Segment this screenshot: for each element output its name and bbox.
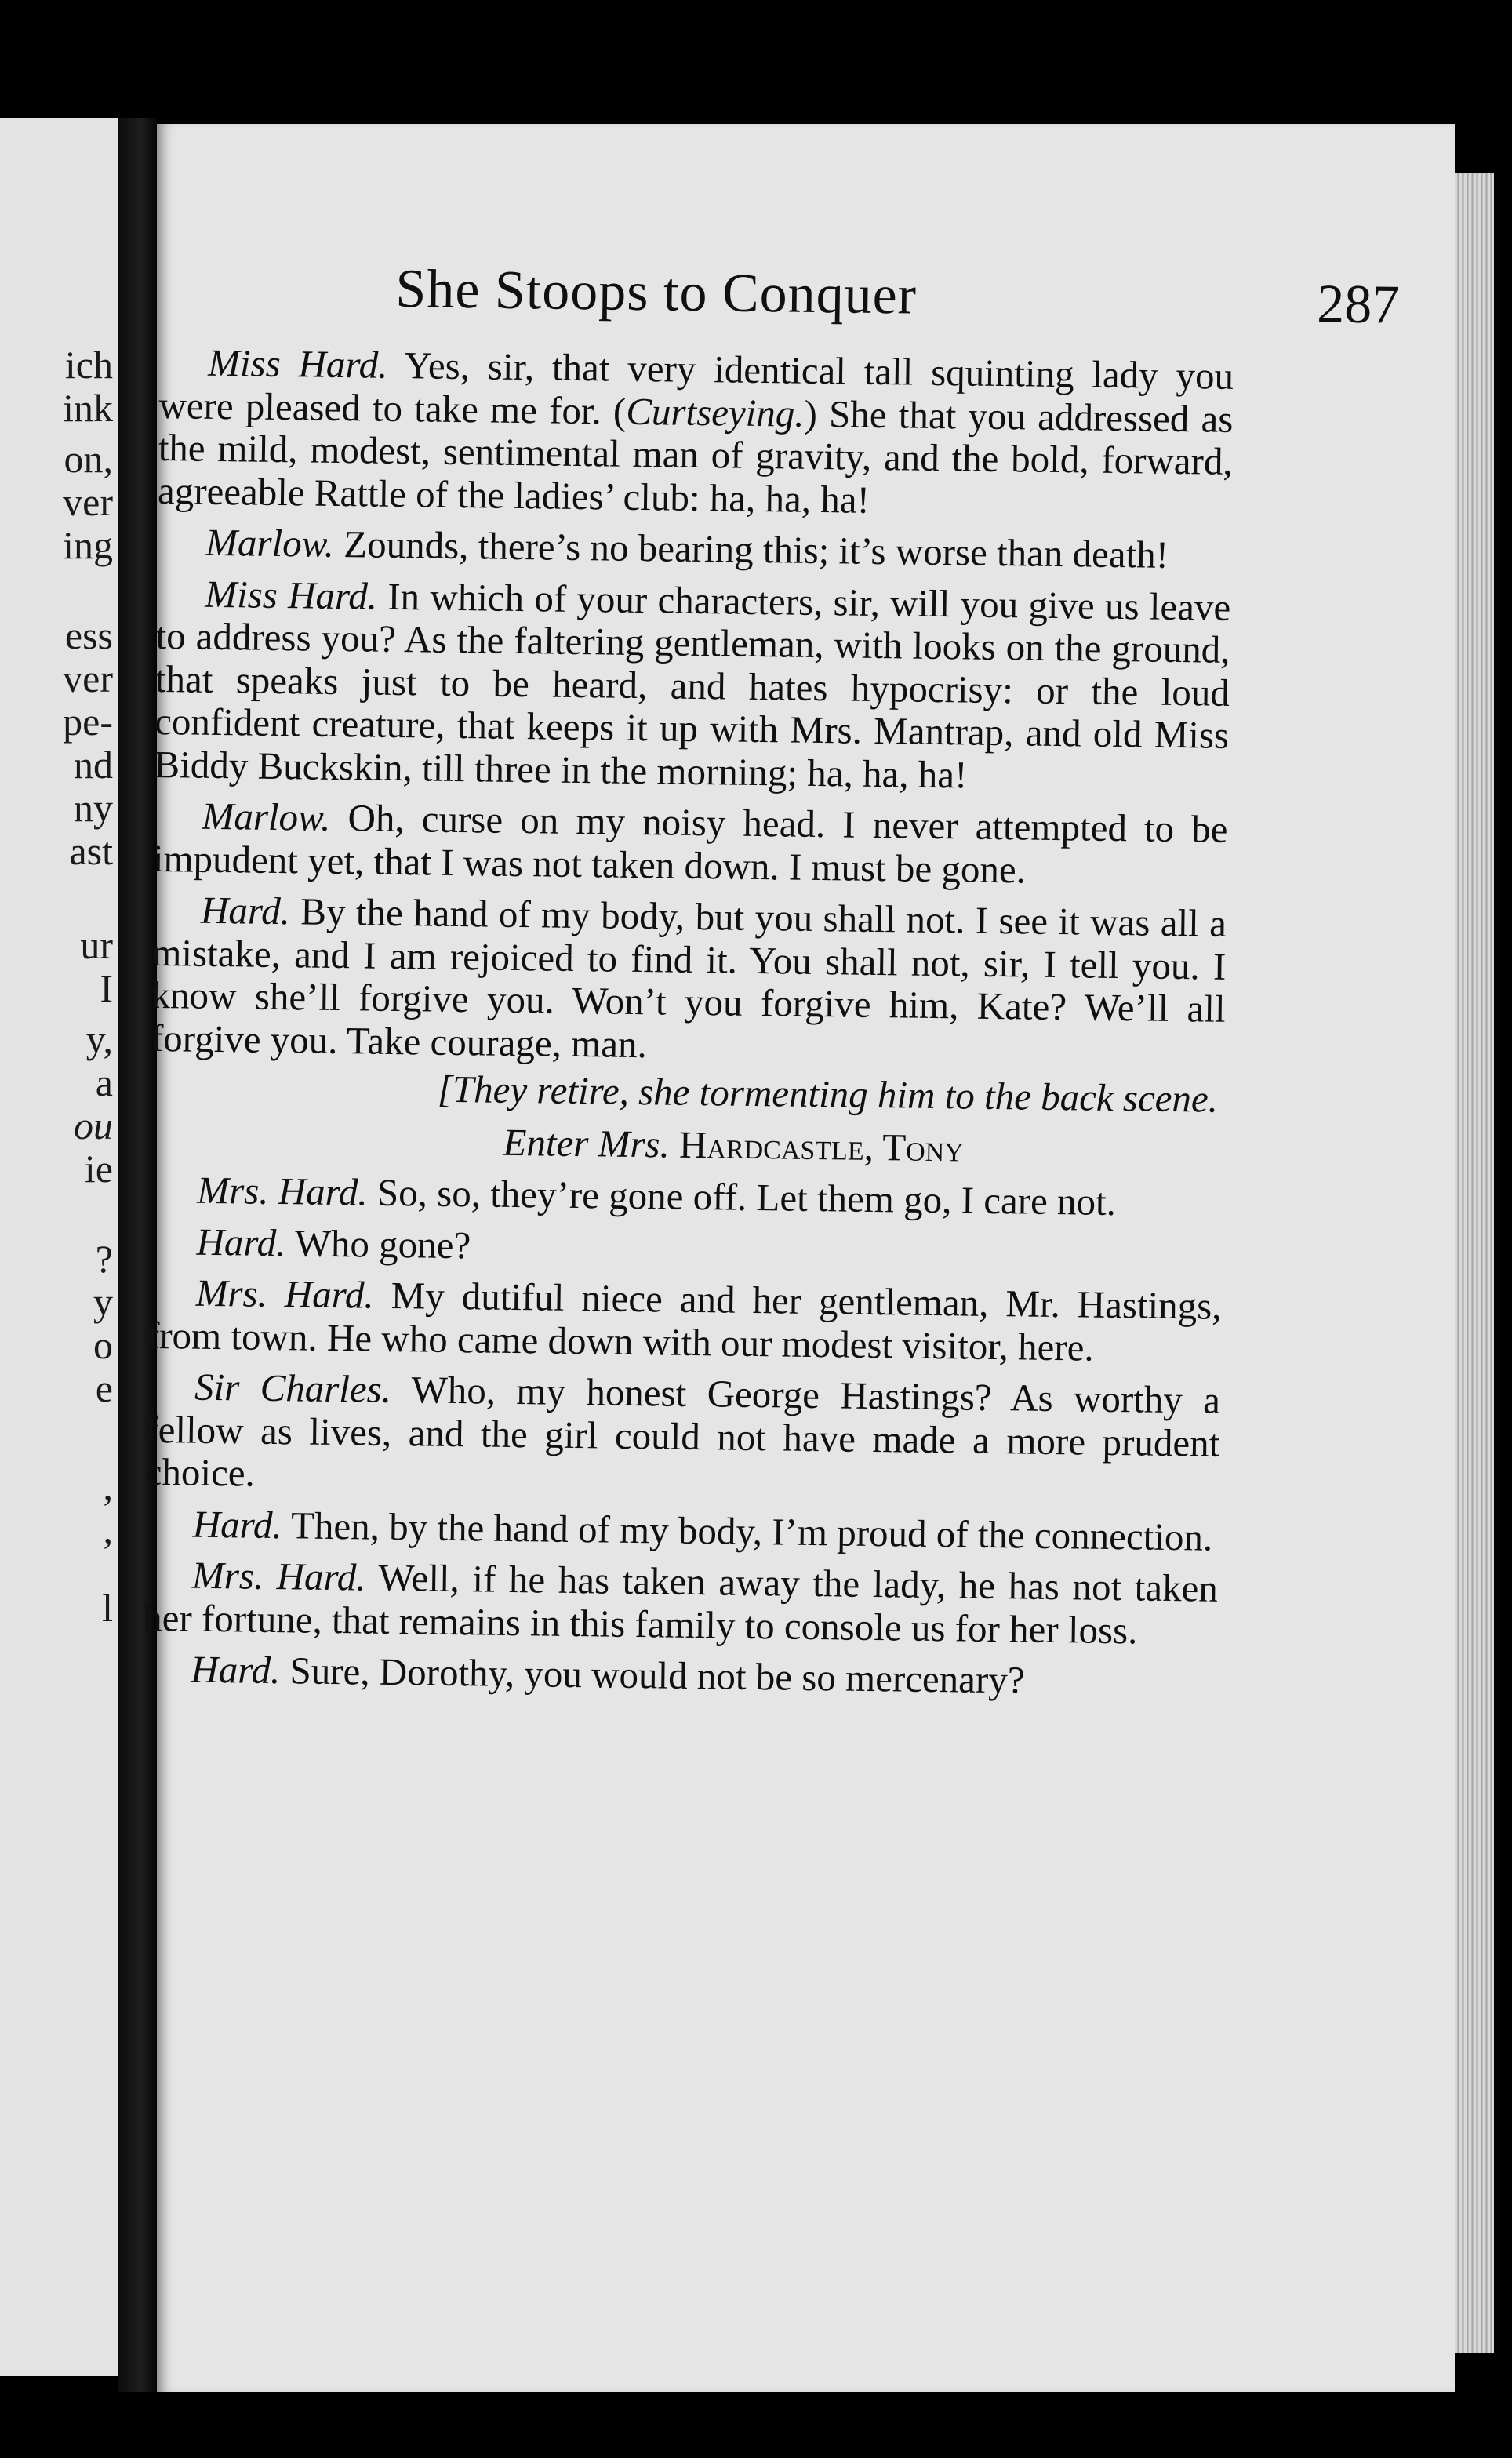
facing-page-fragment: on, <box>64 437 113 481</box>
speech-text: ) She that you addressed as the mild, modest, sentimental man of gravity, and the bold, forward, agreeable Rattle of the ladies’ club: ha, ha, ha! <box>157 391 1234 522</box>
speech-text: Oh, curse on my noisy head. I never attempted to be impudent yet, that I was not taken down. I must be gone. <box>152 795 1228 892</box>
page-number: 287 <box>1316 274 1400 336</box>
speech-paragraph <box>147 1271 1222 1371</box>
speaker-name: Mrs. Hard. <box>197 1168 369 1214</box>
facing-page-fragment: ich <box>64 343 113 387</box>
speech-paragraph <box>154 572 1230 799</box>
facing-page-fragment: ou <box>74 1104 113 1147</box>
speaker-name: Sir Charles. <box>194 1365 392 1411</box>
speaker-name: Hard. <box>200 888 291 933</box>
speaker-name: Hard. <box>191 1647 281 1693</box>
facing-page-fragment: y, <box>85 1017 113 1061</box>
speech-paragraph <box>153 794 1228 894</box>
running-head <box>395 258 1400 358</box>
speaker-name: Miss Hard. <box>204 572 378 618</box>
facing-page-edge <box>0 118 118 2376</box>
speech-text: In which of your characters, sir, will you give us leave to address you? As the faltering gentleman, with looks on the ground, that speaks just to be heard, and hates hypocrisy: or the loud confident creature, that keeps it up with Mrs. Mantrap, and old Miss Biddy Buckskin, till three in the morning; ha, ha, ha! <box>154 574 1231 797</box>
stage-direction-enter <box>149 1116 1224 1173</box>
facing-page-fragment: , <box>103 1464 113 1508</box>
facing-page-fragment: nd <box>74 743 113 787</box>
speech-text: Who, my honest George Hastings? As worthy a fellow as lives, and the girl could not have made a more prudent choice. <box>144 1367 1221 1495</box>
stage-direction-retire: [They retire, she tormenting him to the back scene. <box>437 1067 1219 1121</box>
enter-names: Hardcastle, Tony <box>678 1122 965 1169</box>
facing-page-fragment: ast <box>69 829 113 873</box>
speech-text: Sure, Dorothy, you would not be so mercenary? <box>279 1649 1025 1702</box>
page-edge-stack <box>1455 173 1494 2353</box>
speaker-name: Mrs. Hard. <box>191 1553 366 1599</box>
facing-page-fragment: ? <box>95 1237 113 1281</box>
facing-page-fragment: ur <box>80 923 113 967</box>
facing-page-fragment: ess <box>64 613 113 657</box>
speaker-name: Marlow. <box>205 520 335 565</box>
speech-paragraph <box>144 1365 1220 1507</box>
speech-paragraph <box>143 1554 1218 1653</box>
speech-paragraph <box>151 889 1227 1074</box>
speech-paragraph <box>157 521 1232 577</box>
facing-page-fragment: e <box>95 1366 113 1410</box>
speech-text: Who gone? <box>285 1220 471 1267</box>
speech-text: My dutiful niece and her gentleman, Mr. Hastings, from town. He who came down with our modest visitor, here. <box>146 1273 1222 1369</box>
facing-page-fragment: o <box>93 1323 113 1367</box>
inline-stage-direction: Curtseying. <box>625 389 805 435</box>
facing-page-fragment: ver <box>63 480 113 524</box>
speaker-name: Mrs. Hard. <box>195 1271 375 1317</box>
speech-text: Zounds, there’s no bearing this; it’s worse than death! <box>333 522 1169 576</box>
facing-page-fragment: y <box>93 1280 113 1324</box>
running-title: She Stoops to Conquer <box>394 258 918 326</box>
speech-paragraph <box>147 1220 1223 1276</box>
speech-paragraph <box>142 1648 1217 1704</box>
speech-text: So, so, they’re gone off. Let them go, I care not. <box>367 1170 1117 1224</box>
facing-page-fragment: ver <box>63 656 113 700</box>
facing-page-fragment: ny <box>74 786 113 830</box>
speaker-name: Miss Hard. <box>207 340 388 387</box>
speaker-name: Hard. <box>196 1220 286 1264</box>
speech-text: Well, if he has taken away the lady, he has not taken her fortune, that remains in this family to console us for her loss. <box>142 1555 1219 1652</box>
facing-page-fragment: ie <box>84 1147 113 1191</box>
facing-page-fragment: ing <box>63 523 113 567</box>
speech-paragraph <box>158 341 1234 526</box>
speaker-name: Hard. <box>192 1502 283 1547</box>
speech-paragraph <box>148 1169 1223 1225</box>
facing-page-fragment: l <box>102 1586 113 1630</box>
facing-page-fragment: pe- <box>63 700 113 744</box>
facing-page-fragment: ink <box>63 386 113 430</box>
speech-paragraph <box>144 1502 1219 1558</box>
speech-text: By the hand of my body, but you shall not. I see it was all a mistake, and I am rejoiced to find it. You shall not, sir, I tell you. I know she’ll forgive you. Won’t you forgive him, Kate? We’ll all forgive you. Take courage, man. <box>150 889 1227 1066</box>
body-text <box>142 341 1234 1713</box>
speech-text: Then, by the hand of my body, I’m proud of the connection. <box>282 1503 1213 1559</box>
facing-page-fragment: I <box>100 966 113 1010</box>
speaker-name: Marlow. <box>202 794 331 839</box>
speech-text: Yes, sir, that very identical tall squinting lady you were pleased to take me for. ( <box>158 343 1234 433</box>
facing-page-fragment: , <box>103 1507 113 1551</box>
facing-page-fragment: a <box>95 1060 113 1104</box>
enter-prefix: Enter Mrs. <box>503 1120 671 1166</box>
